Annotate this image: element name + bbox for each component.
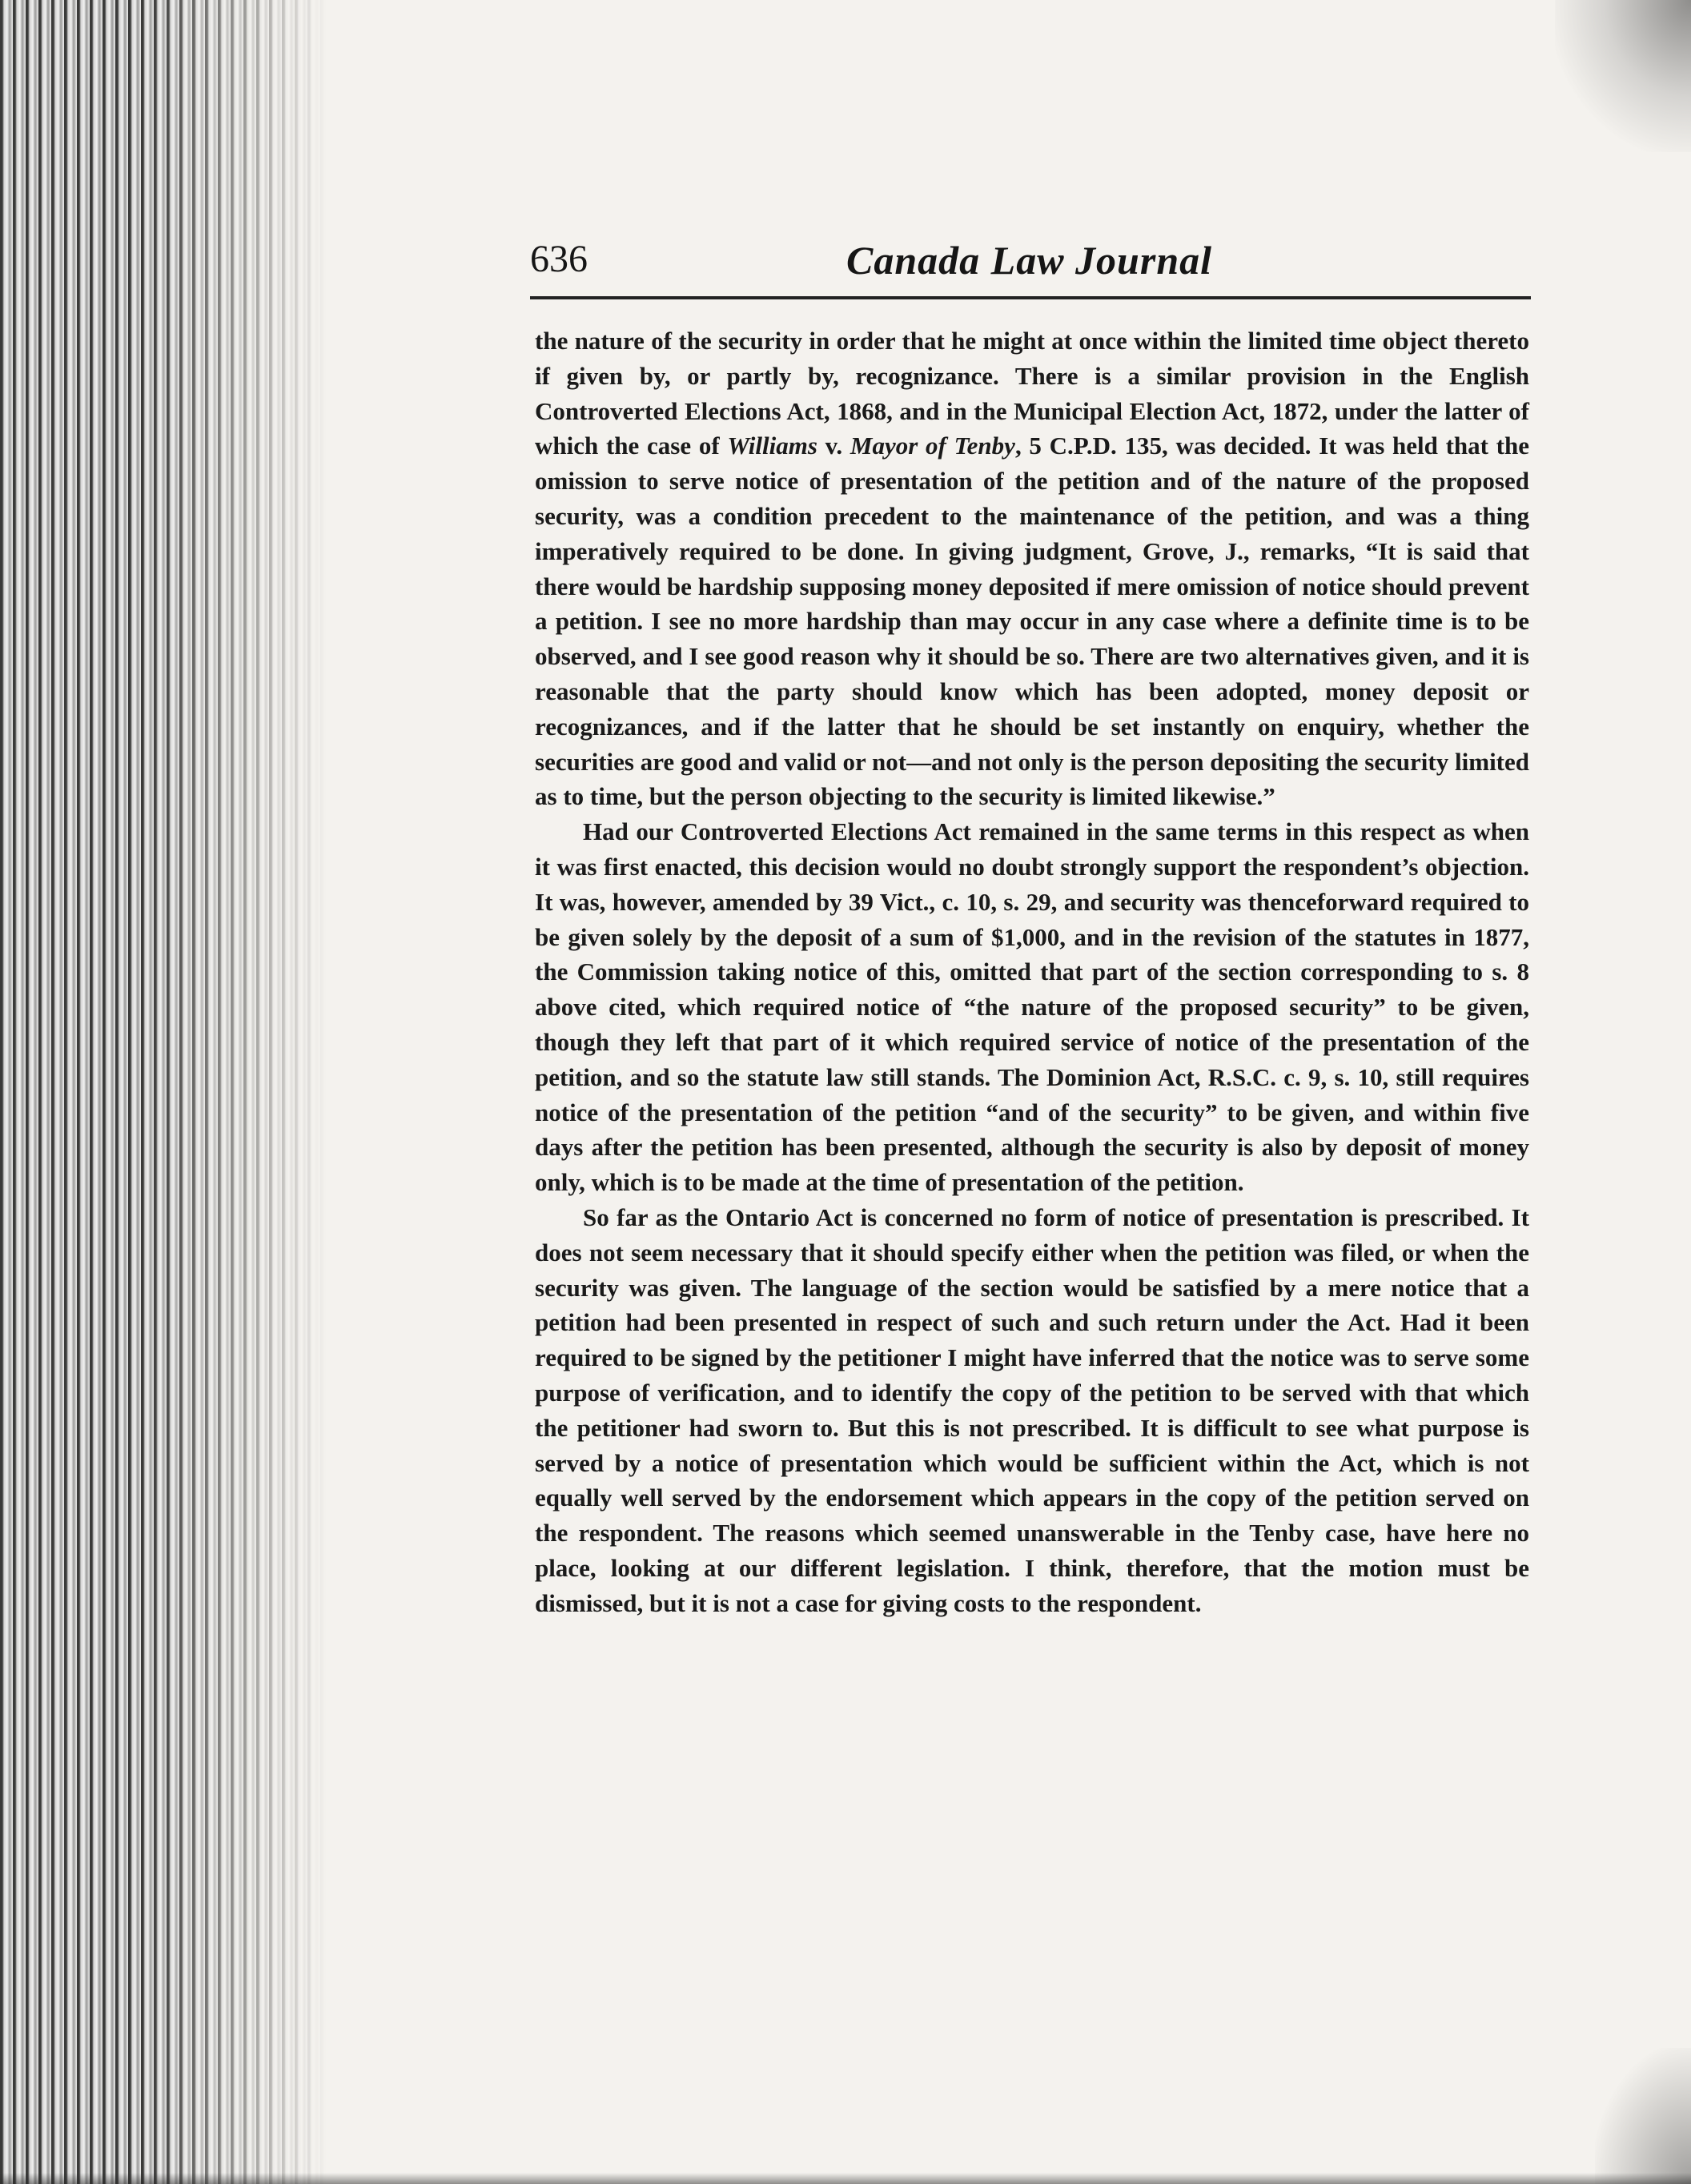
running-header: [530, 237, 1531, 293]
paragraph-1: [535, 323, 1529, 814]
case-name-italic: Williams: [727, 432, 817, 460]
text-run: Had our Controverted Elections Act remained in the same terms in this respect as when it was first enacted, this decision would no doubt strongly support the respondent’s objection. It was, however, amended by 39 Vict., c. 10, s. 29, and security was thenceforward required to be given solely by the deposit of a sum of $1,000, and in the revision of the statutes in 1877, the Commission taking notice of this, omitted that part of the section corresponding to s. 8 above cited, which required notice of “the nature of the proposed security” to be given, though they left that part of it which required service of notice of the presentation of the petition, and so the statute law still stands. The Dominion Act, R.S.C. c. 9, s. 10, still requires notice of the presentation of the petition “and of the security” to be given, and within five days after the petition has been presented, although the security is also by deposit of money only, which is to be made at the time of presentation of the petition.: [535, 817, 1529, 1197]
page-number: 636: [530, 238, 588, 280]
header-rule: [530, 296, 1531, 299]
paragraph-3: [535, 1200, 1529, 1621]
article-body: [535, 323, 1529, 1620]
text-run: , 5 C.P.D. 135, was decided. It was held that the omission to serve notice of presentation of the petition and of the nature of the proposed security, was a condition precedent to the maintenance of the petition, and was a thing imperatively required to be done. In giving judgment, Grove, J., remarks, “It is said that there would be hardship supposing money deposited if mere omission of notice should prevent a petition. I see no more hardship than may occur in any case where a definite time is to be observed, and I see good reason why it should be so. There are two alternatives given, and it is reasonable that the party should know which has been adopted, money deposit or recognizances, and if the latter that he should be set instantly on enquiry, whether the securities are good and valid or not—and not only is the person depositing the security limited as to time, but the person objecting to the security is limited likewise.”: [535, 432, 1529, 811]
text-run: the nature of the security in order that he might at once within the limited time object thereto if given by, or partly by, recognizance. There is a similar provision in the English Controverted Elections Act, 1868, and in the Municipal Election Act, 1872, under the latter of which the case of: [535, 327, 1529, 460]
journal-title: Canada Law Journal: [846, 238, 1213, 283]
paragraph-2: [535, 814, 1529, 1200]
text-run: So far as the Ontario Act is concerned no form of notice of presentation is prescribed. It does not seem necessary that it should specify either when the petition was filed, or when the security was given. The language of the section would be satisfied by a mere notice that a petition had been presented in respect of such and such return under the Act. Had it been required to be signed by the petitioner I might have inferred that the notice was to serve some purpose of verification, and to identify the copy of the petition to be served with that which the petitioner had sworn to. But this is not prescribed. It is difficult to see what purpose is served by a notice of presentation which would be sufficient within the Act, which is not equally well served by the endorsement which appears in the copy of the petition served on the respondent. The reasons which seemed unanswerable in the Tenby case, have here no place, looking at our different legislation. I think, therefore, that the motion must be dismissed, but it is not a case for giving costs to the respondent.: [535, 1202, 1529, 1617]
text-run: v.: [817, 432, 850, 460]
case-name-italic: Mayor of Tenby: [850, 432, 1015, 460]
